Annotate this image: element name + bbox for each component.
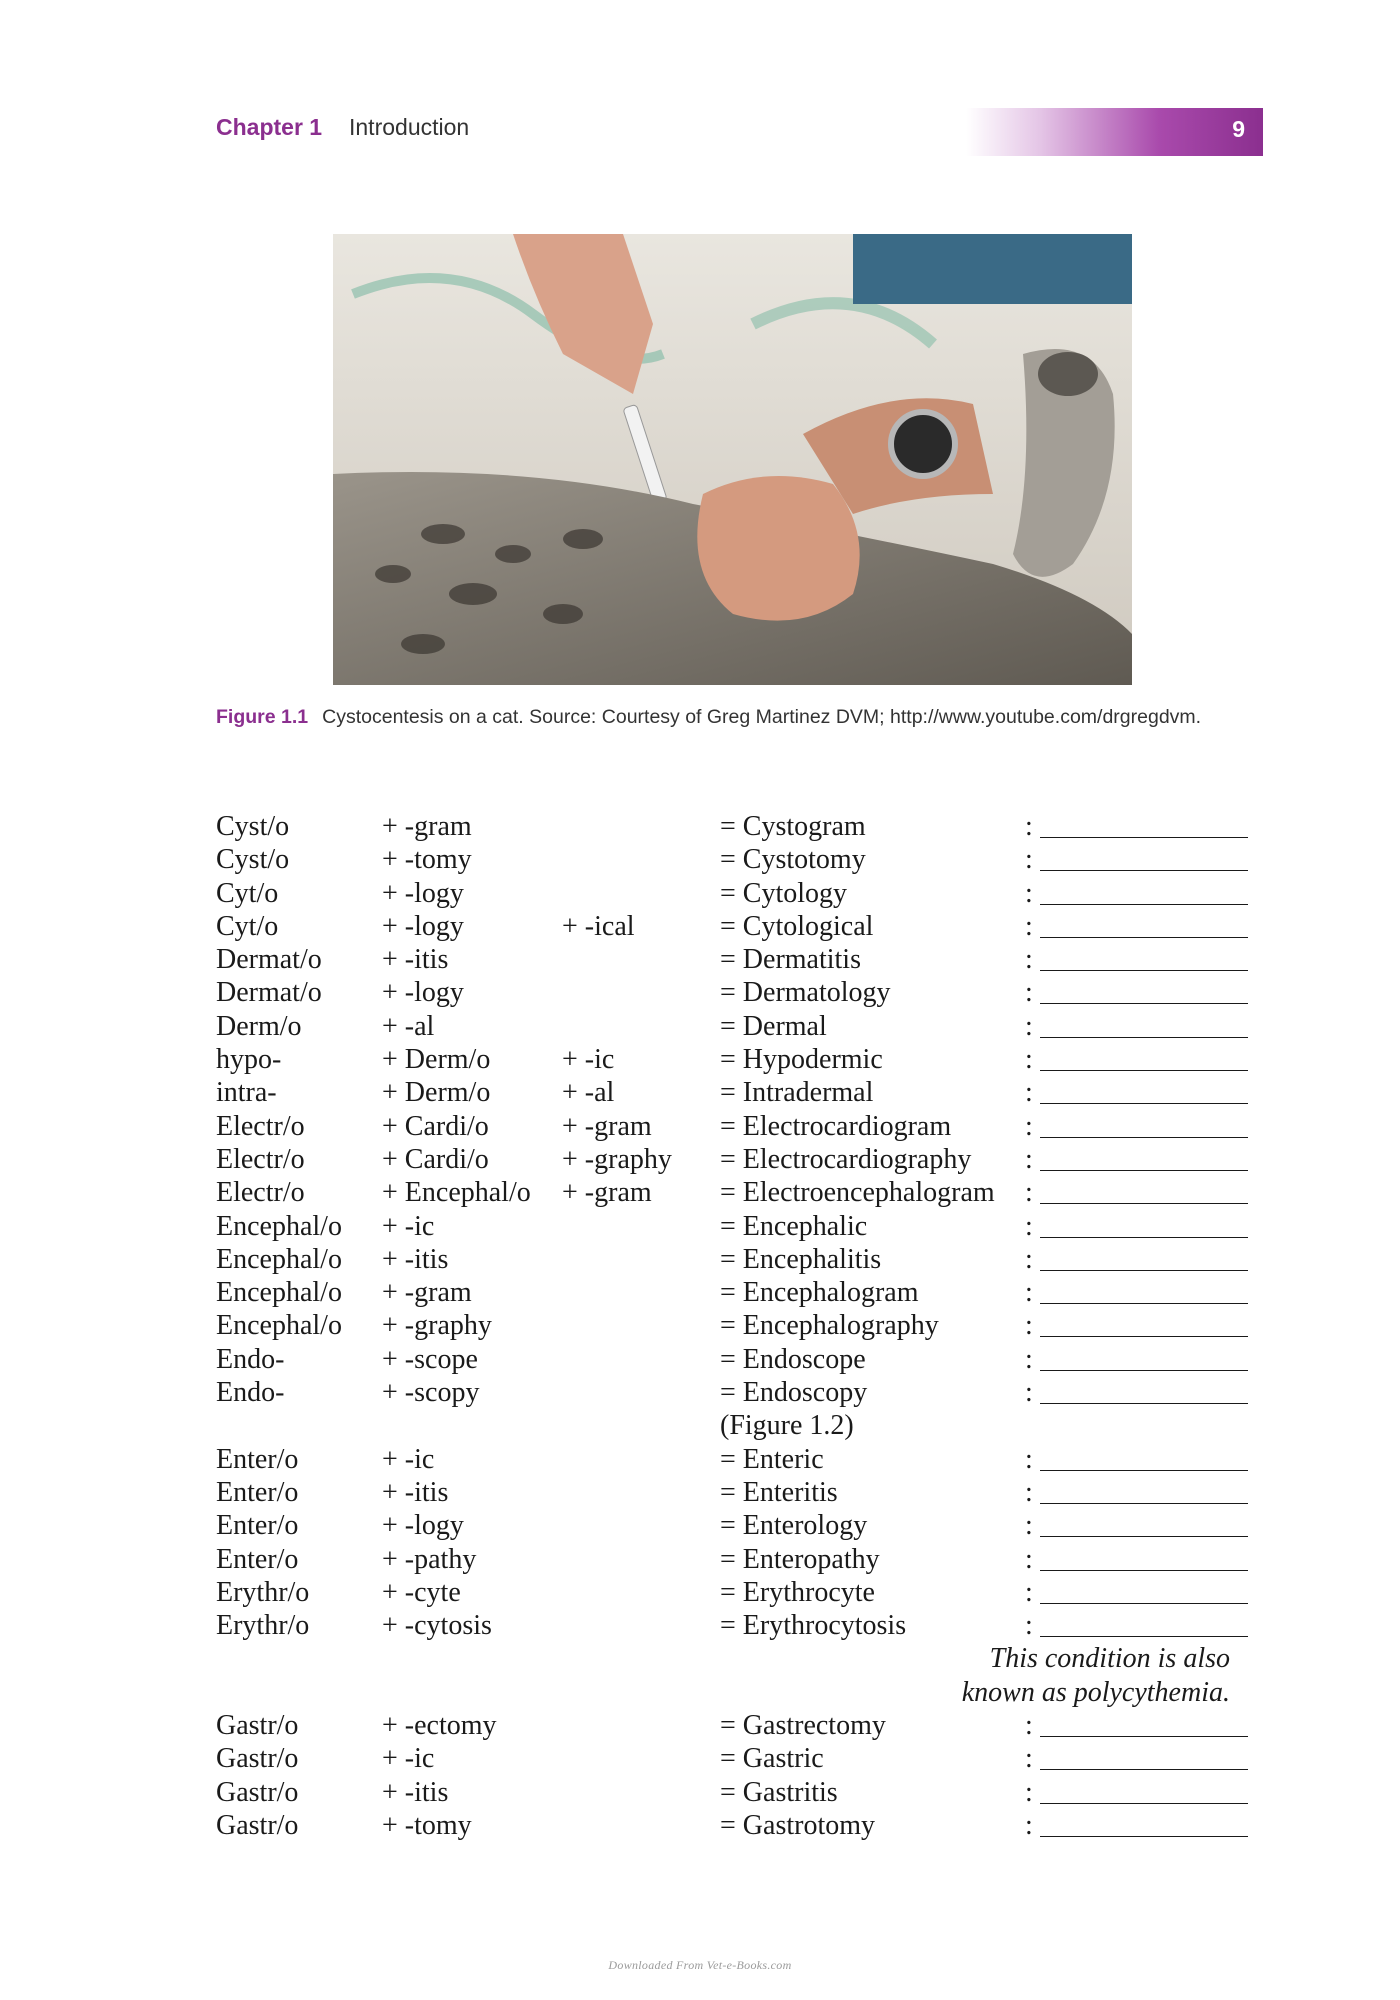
- term-result: = Hypodermic: [720, 1044, 883, 1076]
- page-header: [0, 108, 1400, 160]
- term-part: + -gram: [382, 811, 472, 842]
- figure-label: Figure 1.1: [216, 706, 309, 728]
- term-colon: :: [1025, 1476, 1033, 1508]
- term-colon: :: [1025, 1343, 1033, 1375]
- term-result: = Intradermal: [720, 1077, 874, 1109]
- term-root: Electr/o: [216, 1110, 305, 1142]
- term-suffix: + -graphy: [562, 1143, 672, 1175]
- term-part: + -ectomy: [382, 1710, 497, 1742]
- answer-blank[interactable]: [1040, 1736, 1248, 1737]
- answer-blank[interactable]: [1040, 1270, 1248, 1271]
- term-colon: :: [1025, 1310, 1033, 1342]
- answer-blank[interactable]: [1040, 937, 1248, 938]
- term-result: = Enterology: [720, 1510, 868, 1542]
- term-row: [0, 877, 1400, 910]
- term-row: [0, 1010, 1400, 1043]
- term-root: Electr/o: [216, 1177, 305, 1209]
- term-root: Cyt/o: [216, 910, 279, 942]
- term-result: = Erythrocyte: [720, 1576, 875, 1608]
- term-colon: :: [1025, 844, 1033, 876]
- term-colon: :: [1025, 1510, 1033, 1542]
- term-root: Gastr/o: [216, 1776, 299, 1808]
- term-result: = Encephalogram: [720, 1277, 919, 1309]
- answer-blank[interactable]: [1040, 1470, 1248, 1471]
- term-suffix: + -gram: [562, 1110, 652, 1142]
- note-line-1: This condition is also: [989, 1643, 1230, 1675]
- term-row: [0, 1476, 1400, 1509]
- term-root: Gastr/o: [216, 1710, 299, 1742]
- answer-blank[interactable]: [1040, 970, 1248, 971]
- figure-photo: [333, 234, 1132, 685]
- term-result: = Gastrectomy: [720, 1710, 886, 1742]
- term-row: [0, 1543, 1400, 1576]
- term-part: + -scopy: [382, 1377, 480, 1409]
- term-colon: :: [1025, 811, 1033, 842]
- term-part: + -al: [382, 1010, 435, 1042]
- term-row: [0, 1043, 1400, 1076]
- term-row: [0, 1776, 1400, 1809]
- answer-blank[interactable]: [1040, 904, 1248, 905]
- term-suffix: + -ic: [562, 1044, 615, 1076]
- answer-blank[interactable]: [1040, 1836, 1248, 1837]
- terms-list: [0, 810, 1400, 1842]
- term-row: [0, 1343, 1400, 1376]
- term-part: + Cardi/o: [382, 1143, 489, 1175]
- term-root: Encephal/o: [216, 1243, 342, 1275]
- term-result: = Encephalitis: [720, 1243, 882, 1275]
- term-row: [0, 1110, 1400, 1143]
- term-part: + -logy: [382, 1510, 464, 1542]
- term-root: Cyst/o: [216, 811, 290, 842]
- term-result: = Gastritis: [720, 1776, 838, 1808]
- term-result: = Cytological: [720, 910, 874, 942]
- term-root: Gastr/o: [216, 1809, 299, 1841]
- answer-blank[interactable]: [1040, 1769, 1248, 1770]
- term-root: Encephal/o: [216, 1210, 342, 1242]
- term-result: = Endoscope: [720, 1343, 866, 1375]
- answer-blank[interactable]: [1040, 1503, 1248, 1504]
- term-part: + -itis: [382, 944, 449, 976]
- term-colon: :: [1025, 1377, 1033, 1409]
- figure-caption: [216, 703, 1206, 731]
- term-part: + -cytosis: [382, 1610, 492, 1642]
- term-colon: :: [1025, 1143, 1033, 1175]
- term-row: [0, 1809, 1400, 1842]
- answer-blank[interactable]: [1040, 1803, 1248, 1804]
- term-colon: :: [1025, 1044, 1033, 1076]
- term-suffix: + -ical: [562, 910, 635, 942]
- term-colon: :: [1025, 1010, 1033, 1042]
- term-part: + -itis: [382, 1476, 449, 1508]
- term-row: [0, 1409, 1400, 1442]
- term-colon: :: [1025, 1710, 1033, 1742]
- term-row: [0, 1210, 1400, 1243]
- term-row: [0, 1443, 1400, 1476]
- term-root: Gastr/o: [216, 1743, 299, 1775]
- term-row: [0, 1176, 1400, 1209]
- answer-blank[interactable]: [1040, 1570, 1248, 1571]
- term-part: + -logy: [382, 910, 464, 942]
- term-result: = Gastric: [720, 1743, 824, 1775]
- term-part: + Derm/o: [382, 1044, 491, 1076]
- term-row: [0, 1609, 1400, 1642]
- answer-blank[interactable]: [1040, 1070, 1248, 1071]
- term-row: [0, 1509, 1400, 1542]
- term-result: = Dermatology: [720, 977, 891, 1009]
- term-suffix: + -al: [562, 1077, 615, 1109]
- term-row: [0, 1276, 1400, 1309]
- term-part: + -logy: [382, 877, 464, 909]
- term-colon: :: [1025, 1610, 1033, 1642]
- note-text: [962, 1642, 1230, 1709]
- answer-blank[interactable]: [1040, 870, 1248, 871]
- term-root: Enter/o: [216, 1476, 299, 1508]
- term-result: = Dermatitis: [720, 944, 861, 976]
- term-colon: :: [1025, 1743, 1033, 1775]
- answer-blank[interactable]: [1040, 1203, 1248, 1204]
- term-row: [0, 1376, 1400, 1409]
- answer-blank[interactable]: [1040, 1237, 1248, 1238]
- term-part: + Derm/o: [382, 1077, 491, 1109]
- page-number-band: [966, 108, 1263, 156]
- answer-blank[interactable]: [1040, 1003, 1248, 1004]
- term-row: [0, 1076, 1400, 1109]
- answer-blank[interactable]: [1040, 1137, 1248, 1138]
- term-part: + -tomy: [382, 844, 472, 876]
- term-result: = Cystogram: [720, 811, 866, 842]
- term-colon: :: [1025, 1177, 1033, 1209]
- term-result: = Cytology: [720, 877, 848, 909]
- term-row: [0, 1576, 1400, 1609]
- term-colon: :: [1025, 1443, 1033, 1475]
- term-root: Erythr/o: [216, 1610, 310, 1642]
- term-part: + -logy: [382, 977, 464, 1009]
- term-root: Cyst/o: [216, 844, 290, 876]
- term-root: Encephal/o: [216, 1310, 342, 1342]
- term-result: = Encephalography: [720, 1310, 939, 1342]
- term-root: Erythr/o: [216, 1576, 310, 1608]
- term-part: + -scope: [382, 1343, 478, 1375]
- term-colon: :: [1025, 910, 1033, 942]
- term-part: + -pathy: [382, 1543, 477, 1575]
- term-result: = Cystotomy: [720, 844, 866, 876]
- note-line-2: known as polycythemia.: [961, 1676, 1230, 1708]
- term-root: intra-: [216, 1077, 277, 1109]
- note-row: [0, 1642, 1400, 1709]
- answer-blank[interactable]: [1040, 1403, 1248, 1404]
- term-result: = Gastrotomy: [720, 1809, 875, 1841]
- term-row: [0, 910, 1400, 943]
- term-part: + Cardi/o: [382, 1110, 489, 1142]
- term-root: Endo-: [216, 1343, 285, 1375]
- answer-blank[interactable]: [1040, 1603, 1248, 1604]
- term-root: Enter/o: [216, 1510, 299, 1542]
- term-row: [0, 843, 1400, 876]
- term-root: Enter/o: [216, 1443, 299, 1475]
- answer-blank[interactable]: [1040, 1636, 1248, 1637]
- answer-blank[interactable]: [1040, 1303, 1248, 1304]
- term-root: Dermat/o: [216, 977, 322, 1009]
- term-root: Electr/o: [216, 1143, 305, 1175]
- term-root: hypo-: [216, 1044, 282, 1076]
- term-row: [0, 1243, 1400, 1276]
- term-result: = Endoscopy: [720, 1377, 868, 1409]
- term-row: [0, 1742, 1400, 1775]
- term-part: + -ic: [382, 1210, 435, 1242]
- term-result: = Dermal: [720, 1010, 827, 1042]
- term-row: [0, 1143, 1400, 1176]
- term-result: = Enteritis: [720, 1476, 838, 1508]
- term-colon: :: [1025, 1277, 1033, 1309]
- term-result: = Erythrocytosis: [720, 1610, 907, 1642]
- term-part: + Encephal/o: [382, 1177, 531, 1209]
- term-colon: :: [1025, 977, 1033, 1009]
- term-result: = Electrocardiogram: [720, 1110, 952, 1142]
- term-colon: :: [1025, 1543, 1033, 1575]
- term-row: [0, 1709, 1400, 1742]
- term-row: [0, 810, 1400, 843]
- term-result: = Electroencephalogram: [720, 1177, 995, 1209]
- term-part: + -itis: [382, 1776, 449, 1808]
- chapter-title: Introduction: [349, 114, 470, 140]
- answer-blank[interactable]: [1040, 1536, 1248, 1537]
- figure-caption-text: Cystocentesis on a cat. Source: Courtesy of Greg Martinez DVM; http://www.youtube.com/drgregdvm.: [322, 706, 1202, 728]
- answer-blank[interactable]: [1040, 1370, 1248, 1371]
- term-colon: :: [1025, 944, 1033, 976]
- term-part: + -itis: [382, 1243, 449, 1275]
- answer-blank[interactable]: [1040, 1170, 1248, 1171]
- term-colon: :: [1025, 877, 1033, 909]
- term-colon: :: [1025, 1077, 1033, 1109]
- term-suffix: + -gram: [562, 1177, 652, 1209]
- answer-blank[interactable]: [1040, 1037, 1248, 1038]
- term-root: Endo-: [216, 1377, 285, 1409]
- term-root: Derm/o: [216, 1010, 302, 1042]
- term-root: Cyt/o: [216, 877, 279, 909]
- footer-watermark: Downloaded From Vet-e-Books.com: [608, 1958, 792, 1972]
- page-number: 9: [1232, 116, 1245, 142]
- term-part: + -graphy: [382, 1310, 492, 1342]
- term-root: Enter/o: [216, 1543, 299, 1575]
- term-row: [0, 943, 1400, 976]
- answer-blank[interactable]: [1040, 837, 1248, 838]
- term-result: = Enteric: [720, 1443, 824, 1475]
- term-part: + -cyte: [382, 1576, 461, 1608]
- term-part: + -ic: [382, 1743, 435, 1775]
- term-row: [0, 1309, 1400, 1342]
- answer-blank[interactable]: [1040, 1103, 1248, 1104]
- term-colon: :: [1025, 1776, 1033, 1808]
- term-result: = Encephalic: [720, 1210, 868, 1242]
- term-part: + -gram: [382, 1277, 472, 1309]
- chapter-label: Chapter 1: [216, 114, 323, 140]
- term-result: = Enteropathy: [720, 1543, 880, 1575]
- term-part: + -tomy: [382, 1809, 472, 1841]
- term-colon: :: [1025, 1809, 1033, 1841]
- term-colon: :: [1025, 1110, 1033, 1142]
- term-part: + -ic: [382, 1443, 435, 1475]
- term-colon: :: [1025, 1243, 1033, 1275]
- term-colon: :: [1025, 1210, 1033, 1242]
- term-colon: :: [1025, 1576, 1033, 1608]
- term-root: Dermat/o: [216, 944, 322, 976]
- term-root: Encephal/o: [216, 1277, 342, 1309]
- term-result: (Figure 1.2): [720, 1410, 854, 1442]
- term-result: = Electrocardiography: [720, 1143, 972, 1175]
- term-row: [0, 976, 1400, 1009]
- answer-blank[interactable]: [1040, 1336, 1248, 1337]
